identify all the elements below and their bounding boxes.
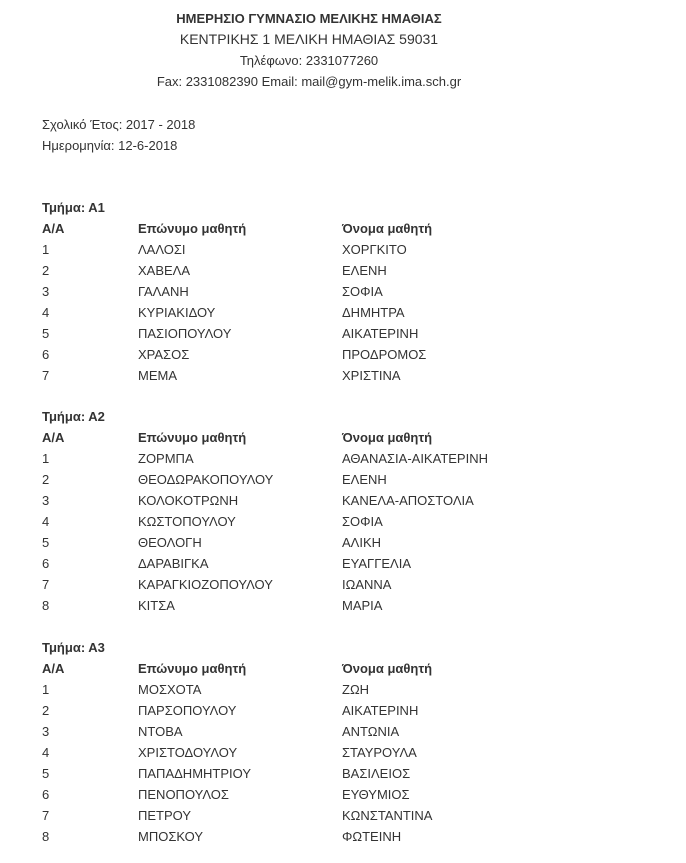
column-header-surname: Επώνυμο μαθητή [138,661,247,676]
row-index: 1 [42,451,50,466]
table-row [42,700,602,721]
class-section-a1 [42,198,642,386]
row-index: 4 [42,305,50,320]
row-surname: ΚΩΣΤΟΠΟΥΛΟΥ [138,514,236,529]
row-index: 4 [42,514,50,529]
row-first-name: ΑΙΚΑΤΕΡΙΝΗ [342,326,419,341]
row-surname: ΜΕΜΑ [138,368,177,383]
row-surname: ΠΕΝΟΠΟΥΛΟΣ [138,787,229,802]
column-header-index: Α/Α [42,661,65,676]
row-first-name: ΕΛΕΝΗ [342,263,387,278]
row-index: 6 [42,347,50,362]
table-row [42,365,602,386]
column-header-first-name: Όνομα μαθητή [342,661,433,676]
row-index: 7 [42,808,50,823]
column-header-surname: Επώνυμο μαθητή [138,430,247,445]
row-surname: ΠΕΤΡΟΥ [138,808,192,823]
school-address: ΚΕΝΤΡΙΚΗΣ 1 ΜΕΛΙΚΗ ΗΜΑΘΙΑΣ 59031 [179,31,439,47]
column-header-index: Α/Α [42,430,65,445]
row-surname: ΚΥΡΙΑΚΙΔΟΥ [138,305,216,320]
students-table [42,218,602,386]
row-index: 3 [42,724,50,739]
row-surname: ΚΑΡΑΓΚΙΟΖΟΠΟΥΛΟΥ [138,577,273,592]
row-index: 3 [42,284,50,299]
row-surname: ΔΑΡΑΒΙΓΚΑ [138,556,209,571]
row-index: 2 [42,703,50,718]
students-table [42,427,602,616]
row-index: 8 [42,829,50,844]
row-surname: ΘΕΟΛΟΓΗ [138,535,202,550]
column-header-index: Α/Α [42,221,65,236]
row-index: 7 [42,577,50,592]
table-row [42,323,602,344]
table-row [42,532,602,553]
row-index: 2 [42,472,50,487]
row-first-name: ΜΑΡΙΑ [342,598,383,613]
row-surname: ΛΑΛΟΣΙ [138,242,186,257]
row-surname: ΠΑΡΣΟΠΟΥΛΟΥ [138,703,237,718]
class-section-a3 [42,638,642,847]
school-fax-email: Fax: 2331082390 Email: mail@gym-melik.ima.sch.gr [156,74,462,89]
row-index: 5 [42,766,50,781]
column-header-first-name: Όνομα μαθητή [342,221,433,236]
row-surname: ΠΑΣΙΟΠΟΥΛΟΥ [138,326,232,341]
table-row [42,239,602,260]
row-surname: ΜΟΣΧΟΤΑ [138,682,202,697]
row-first-name: ΑΙΚΑΤΕΡΙΝΗ [342,703,419,718]
row-first-name: ΣΤΑΥΡΟΥΛΑ [342,745,417,760]
row-index: 7 [42,368,50,383]
table-row [42,490,602,511]
row-index: 4 [42,745,50,760]
row-first-name: ΚΑΝΕΛΑ-ΑΠΟΣΤΟΛΙΑ [342,493,474,508]
row-surname: ΧΑΒΕΛΑ [138,263,191,278]
column-header-first-name: Όνομα μαθητή [342,430,433,445]
row-first-name: ΦΩΤΕΙΝΗ [342,829,402,844]
row-first-name: ΣΟΦΙΑ [342,284,383,299]
row-index: 5 [42,326,50,341]
section-title: Τμήμα: Α2 [42,409,105,424]
row-surname: ΝΤΟΒΑ [138,724,183,739]
row-index: 2 [42,263,50,278]
row-surname: ΖΟΡΜΠΑ [138,451,194,466]
row-first-name: ΧΡΙΣΤΙΝΑ [342,368,401,383]
document-meta [42,114,195,156]
document-date: Ημερομηνία: 12-6-2018 [42,138,178,153]
table-row [42,344,602,365]
table-row [42,679,602,700]
row-first-name: ΣΟΦΙΑ [342,514,383,529]
row-first-name: ΖΩΗ [342,682,370,697]
section-title: Τμήμα: Α3 [42,640,105,655]
row-first-name: ΕΥΘΥΜΙΟΣ [342,787,410,802]
table-row [42,763,602,784]
row-index: 3 [42,493,50,508]
table-row [42,805,602,826]
table-row [42,826,602,847]
row-first-name: ΠΡΟΔΡΟΜΟΣ [342,347,427,362]
row-surname: ΘΕΟΔΩΡΑΚΟΠΟΥΛΟΥ [138,472,274,487]
row-first-name: ΑΝΤΩΝΙΑ [342,724,400,739]
table-row [42,302,602,323]
row-index: 6 [42,556,50,571]
class-section-a2 [42,407,642,616]
table-row [42,281,602,302]
row-surname: ΓΑΛΑΝΗ [138,284,189,299]
row-surname: ΜΠΟΣΚΟΥ [138,829,203,844]
school-header [0,8,618,92]
school-phone: Τηλέφωνο: 2331077260 [239,53,379,68]
row-first-name: ΔΗΜΗΤΡΑ [342,305,405,320]
row-first-name: ΚΩΝΣΤΑΝΤΙΝΑ [342,808,433,823]
section-title: Τμήμα: Α1 [42,200,105,215]
row-surname: ΚΙΤΣΑ [138,598,175,613]
row-surname: ΧΡΙΣΤΟΔΟΥΛΟΥ [138,745,238,760]
table-row [42,595,602,616]
row-index: 8 [42,598,50,613]
row-index: 5 [42,535,50,550]
row-surname: ΧΡΑΣΟΣ [138,347,190,362]
students-table [42,658,602,847]
table-row [42,448,602,469]
row-first-name: ΕΥΑΓΓΕΛΙΑ [342,556,412,571]
row-first-name: ΧΟΡΓΚΙΤΟ [342,242,407,257]
row-first-name: ΙΩΑΝΝΑ [342,577,392,592]
table-row [42,742,602,763]
table-row [42,469,602,490]
table-row [42,721,602,742]
table-header-row [42,218,602,239]
row-surname: ΠΑΠΑΔΗΜΗΤΡΙΟΥ [138,766,251,781]
school-year: Σχολικό Έτος: 2017 - 2018 [42,117,196,132]
table-row [42,784,602,805]
school-name: ΗΜΕΡΗΣΙΟ ΓΥΜΝΑΣΙΟ ΜΕΛΙΚΗΣ ΗΜΑΘΙΑΣ [176,11,442,26]
row-index: 6 [42,787,50,802]
row-first-name: ΕΛΕΝΗ [342,472,387,487]
row-first-name: ΒΑΣΙΛΕΙΟΣ [342,766,411,781]
table-header-row [42,658,602,679]
table-row [42,260,602,281]
row-surname: ΚΟΛΟΚΟΤΡΩΝΗ [138,493,239,508]
table-header-row [42,427,602,448]
row-index: 1 [42,242,50,257]
column-header-surname: Επώνυμο μαθητή [138,221,247,236]
row-first-name: ΑΛΙΚΗ [342,535,382,550]
row-first-name: ΑΘΑΝΑΣΙΑ-ΑΙΚΑΤΕΡΙΝΗ [342,451,488,466]
table-row [42,511,602,532]
table-row [42,553,602,574]
row-index: 1 [42,682,50,697]
table-row [42,574,602,595]
